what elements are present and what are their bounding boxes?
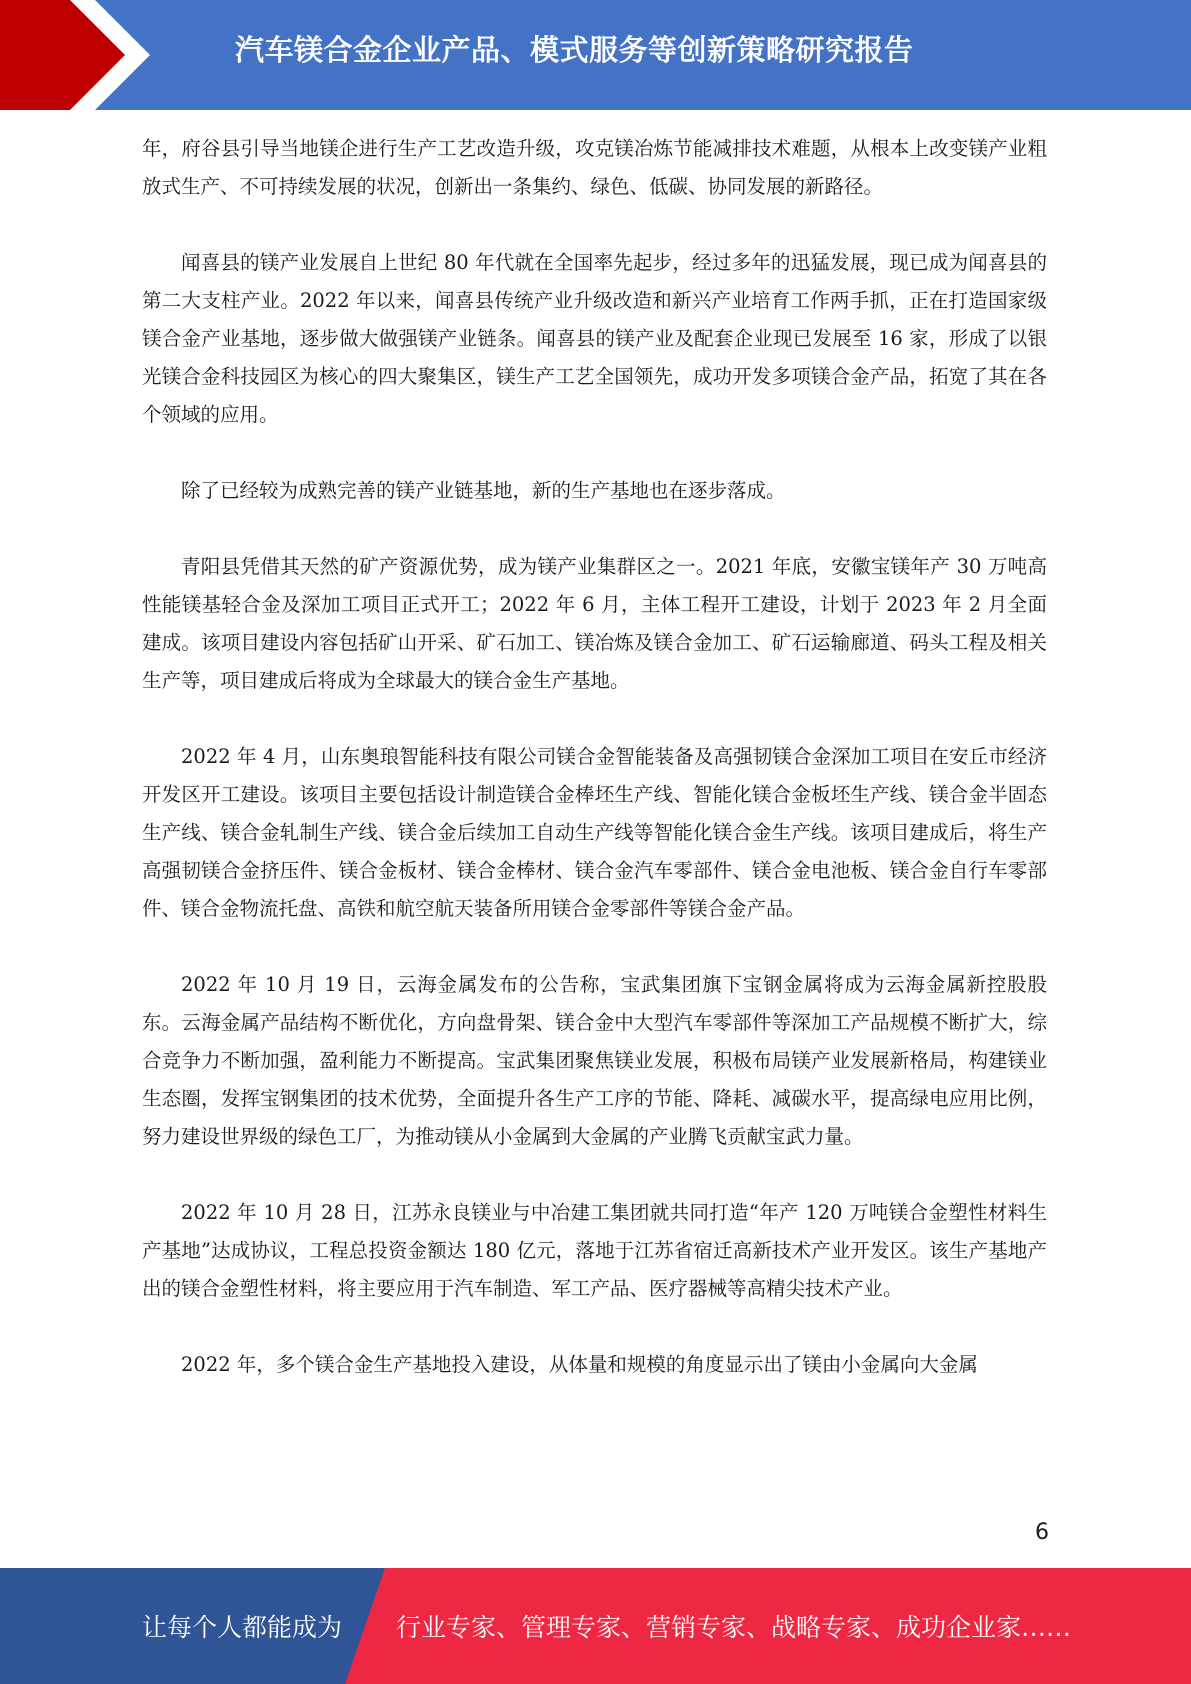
paragraph-4: 青阳县凭借其天然的矿产资源优势，成为镁产业集群区之一。2021 年底，安徽宝镁年产 30 万吨高性能镁基轻合金及深加工项目正式开工；2022 年 6 月，主体工程开工建设，计划于 2023 年 2 月全面建成。该项目建设内容包括矿山开采、矿石加工、镁冶炼及镁合金加工、矿石运输廊道、码头工程及相关生产等，项目建成后将成为全球最大的镁合金生产基地。 — [142, 555, 1047, 692]
header-arrow-decoration — [0, 0, 160, 110]
paragraph-2: 闻喜县的镁产业发展自上世纪 80 年代就在全国率先起步，经过多年的迅猛发展，现已成为闻喜县的第二大支柱产业。2022 年以来，闻喜县传统产业升级改造和新兴产业培育工作两手抓，正在打造国家级镁合金产业基地，逐步做大做强镁产业链条。闻喜县的镁产业及配套企业现已发展至 16 家，形成了以银光镁合金科技园区为核心的四大聚集区，镁生产工艺全国领先，成功开发多项镁合金产品，拓宽了其在各个领域的应用。 — [142, 251, 1047, 426]
report-title: 汽车镁合金企业产品、模式服务等创新策略研究报告 — [235, 33, 914, 67]
page-number: 6 — [1035, 1520, 1049, 1545]
paragraph-3: 除了已经较为成熟完善的镁产业链基地，新的生产基地也在逐步落成。 — [181, 479, 786, 502]
paragraph-7: 2022 年 10 月 28 日，江苏永良镁业与中冶建工集团就共同打造“年产 120 万吨镁合金塑性材料生产基地”达成协议，工程总投资金额达 180 亿元，落地于江苏省宿迁高新技术产业开发区。该生产基地产出的镁合金塑性材料，将主要应用于汽车制造、军工产品、医疗器械等高精尖技术产业。 — [142, 1201, 1047, 1300]
footer-slogan-right: 行业专家、管理专家、营销专家、战略专家、成功企业家…… — [396, 1613, 1072, 1642]
page-footer — [0, 1568, 1191, 1684]
footer-slogan-left: 让每个人都能成为 — [142, 1613, 343, 1642]
paragraph-8: 2022 年，多个镁合金生产基地投入建设，从体量和规模的角度显示出了镁由小金属向大金属 — [181, 1353, 978, 1376]
document-body — [142, 130, 1047, 1422]
paragraph-1: 年，府谷县引导当地镁企进行生产工艺改造升级，攻克镁冶炼节能减排技术难题，从根本上改变镁产业粗放式生产、不可持续发展的状况，创新出一条集约、绿色、低碳、协同发展的新路径。 — [142, 137, 1047, 198]
paragraph-6: 2022 年 10 月 19 日，云海金属发布的公告称，宝武集团旗下宝钢金属将成为云海金属新控股股东。云海金属产品结构不断优化，方向盘骨架、镁合金中大型汽车零部件等深加工产品规模不断扩大，综合竞争力不断加强，盈利能力不断提高。宝武集团聚焦镁业发展，积极布局镁产业发展新格局，构建镁业生态圈，发挥宝钢集团的技术优势，全面提升各生产工序的节能、降耗、减碳水平，提高绿电应用比例，努力建设世界级的绿色工厂，为推动镁从小金属到大金属的产业腾飞贡献宝武力量。 — [142, 973, 1047, 1148]
paragraph-5: 2022 年 4 月，山东奥琅智能科技有限公司镁合金智能装备及高强韧镁合金深加工项目在安丘市经济开发区开工建设。该项目主要包括设计制造镁合金棒坯生产线、智能化镁合金板坯生产线、镁合金半固态生产线、镁合金轧制生产线、镁合金后续加工自动生产线等智能化镁合金生产线。该项目建成后，将生产高强韧镁合金挤压件、镁合金板材、镁合金棒材、镁合金汽车零部件、镁合金电池板、镁合金自行车零部件、镁合金物流托盘、高铁和航空航天装备所用镁合金零部件等镁合金产品。 — [142, 745, 1047, 920]
page-header — [0, 0, 1191, 110]
